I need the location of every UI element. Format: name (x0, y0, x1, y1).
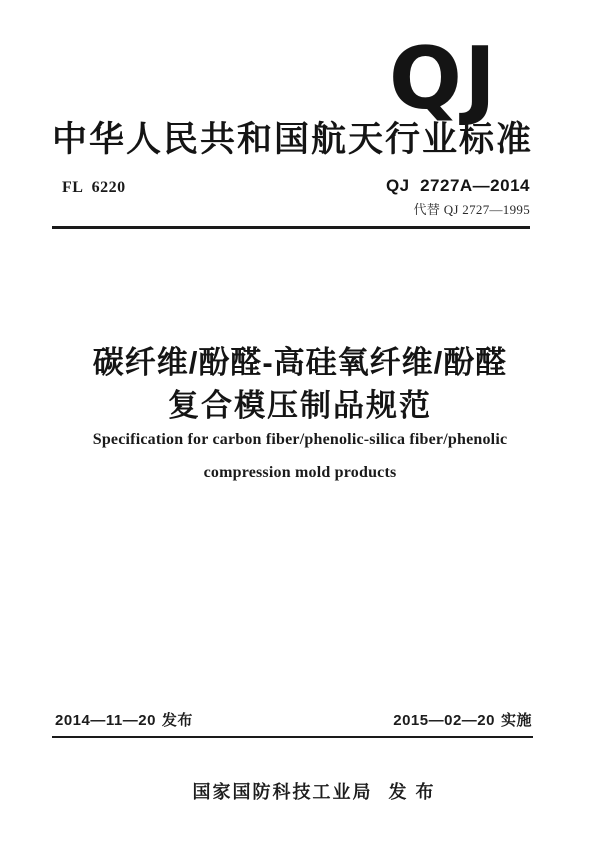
standard-name-heading: 中华人民共和国航天行业标准 (52, 120, 531, 159)
page-title-en-line2: compression mold products (203, 464, 397, 481)
page-title-cn-line2: 复合模压制品规范 (168, 388, 432, 423)
publisher-line (0, 757, 600, 825)
qj-logo: QJ (388, 29, 498, 129)
footer-divider-rule (52, 736, 533, 738)
standard-number-block (386, 176, 530, 218)
implement-label: 实施 (500, 712, 532, 729)
page-title-cn-line1: 碳纤维/酚醛-高硅氧纤维/酚醛 (92, 345, 508, 380)
issue-label: 发布 (161, 712, 193, 729)
publisher-action: 发 布 (388, 782, 436, 802)
page-title-en-line1: Specification for carbon fiber/phenolic-silica fiber/phenolic (92, 431, 508, 448)
classification-code: FL 6220 (62, 179, 126, 196)
issue-date: 2014—11—20 (55, 712, 156, 729)
implement-date: 2015—02—20 (393, 712, 495, 729)
issue-date-line (55, 709, 193, 730)
header-divider-rule (52, 226, 530, 229)
replaces-note: 代替 QJ 2727—1995 (413, 202, 530, 217)
standard-number: QJ 2727A—2014 (385, 176, 530, 195)
implement-date-line (393, 709, 532, 730)
publisher-name: 国家国防科技工业局 (192, 782, 373, 802)
